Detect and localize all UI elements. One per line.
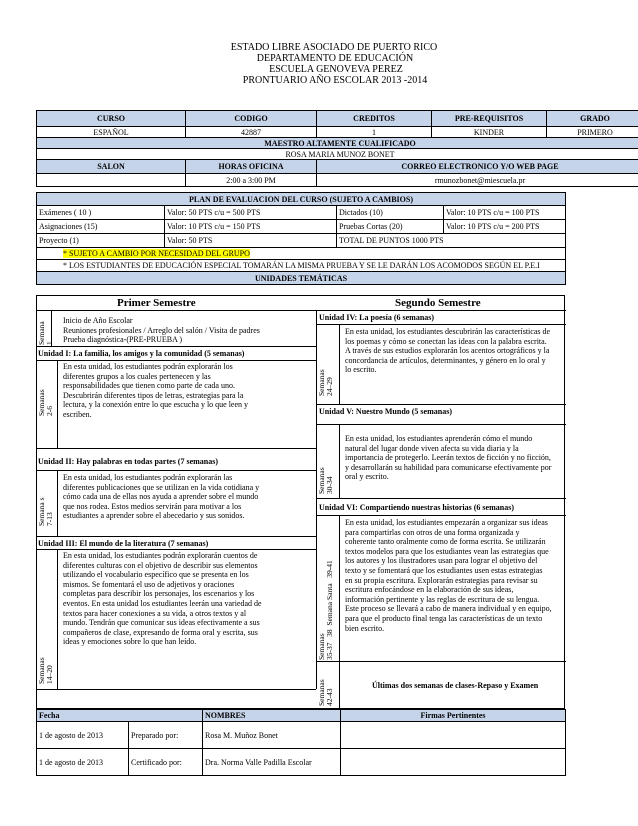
unit-4-title: Unidad IV: La poesía (6 semanas): [319, 313, 435, 322]
semester-2-title: Segundo Semestre: [395, 297, 481, 309]
eval-cell: Dictados (10): [337, 206, 444, 220]
firmas-header: Firmas Pertinentes: [341, 710, 566, 722]
header-line-3: ESCUELA GENOVEVA PEREZ: [269, 64, 403, 75]
eval-cell: Asignaciones (15): [37, 220, 165, 234]
week-label: Semana 1: [37, 321, 54, 345]
salon-label: SALON: [37, 160, 186, 174]
sign-role: Preparado por:: [129, 722, 203, 749]
col-header-creditos: CREDITOS: [317, 111, 432, 127]
unit-5-text: En esta unidad, los estudiantes aprenderán cómo el mundo natural del lugar donde viven afecta su vida diaria y la importancia de protegerlo. Leerán textos de ficción y no ficción, y desarrollarán su habilidad para comunicarse efectivamente por oral y escrito.: [345, 434, 552, 482]
signature-field[interactable]: [341, 722, 566, 749]
week-label: Semana s 7-13: [37, 497, 54, 526]
week-label: Semanas 24–29: [317, 369, 334, 396]
unit-1-text: En esta unidad, los estudiantes podrán explorarán los diferentes grupos a los cuales pertenecen y las responsabilidades que tienen como parte de cada uno. Descubrirán diferentes tipos de letras, estrategias para la lectura, y la conexión entre lo que escucha y lo que leen y escriben.: [63, 362, 249, 419]
correo-value: rmunozbonet@miescuela.pr: [317, 174, 638, 187]
unit-7-text: Últimas dos semanas de clases-Repaso y Examen: [372, 681, 539, 690]
eval-cell: Exámenes ( 10 ): [37, 206, 165, 220]
course-info-table: [36, 110, 638, 187]
codigo-value: 42887: [186, 127, 317, 138]
unit-1-title: Unidad I: La familia, los amigos y la comunidad (5 semanas): [38, 349, 245, 358]
eval-cell: Valor: 50 PTS: [165, 234, 337, 248]
fecha-header: Fecha: [37, 710, 203, 722]
units-grid: [36, 295, 565, 709]
col-header-grado: GRADO: [547, 111, 638, 127]
nombres-header: NOMBRES: [203, 710, 341, 722]
prerequisitos-value: KINDER: [432, 127, 547, 138]
sign-name: Rosa M. Muñoz Bonet: [203, 722, 341, 749]
header-line-4: PRONTUARIO AÑO ESCOLAR 2013 -2014: [242, 75, 428, 86]
unit-0-text: Inicio de Año Escolar Reuniones profesionales / Arreglo del salón / Visita de padres Prueba diagnóstica-(PRE-PRUEBA ): [63, 316, 260, 345]
unit-4-text: En esta unidad, los estudiantes descubrirán las características de los poemas y cómo se conectan las ideas con la palabra escrita. A través de sus estudios explorarán los acentos ortográficos y la concordancia de artículos, determinantes, y género en lo oral y lo escrito.: [345, 327, 551, 375]
teacher-name: ROSA MARIA MUNOZ BONET: [37, 149, 638, 160]
unit-6-title: Unidad VI: Compartiendo nuestras historias (6 semanas): [319, 503, 514, 512]
header-line-1: ESTADO LIBRE ASOCIADO DE PUERTO RICO: [230, 42, 438, 53]
unit-6-text: En esta unidad, los estudiantes empezarán a organizar sus ideas para compartirlas con otros de una forma organizada y coherente tanto oralmente como de forma escrita. Se utilizarán textos modelos para que los estudiantes vean las estrategias que los autores y los ilustradores usan para lograr el objetivo del texto y se fomentará que los estudiantes usen estas estrategias en su propia escritura. Explorarán estrategias para revisar su escritura enfocándose en la elaboración de sus ideas, información pertinente y las reglas de escritura de su lengua. Este proceso se llevará a cabo de manera individual y en equipo, para que el producto final tenga las características de un texto bien escrito.: [345, 518, 552, 633]
evaluation-table: [36, 192, 566, 285]
grado-value: PRIMERO: [547, 127, 638, 138]
document-header: [0, 42, 638, 86]
eval-cell: Valor: 50 PTS c/u = 500 PTS: [165, 206, 337, 220]
units-title: UNIDADES TEMÁTICAS: [37, 272, 566, 285]
semester-1-title: Primer Semestre: [117, 297, 196, 309]
week-label: Semanas 2-6: [37, 389, 54, 416]
eval-cell: Valor: 10 PTS c/u = 150 PTS: [165, 220, 337, 234]
sign-date: 1 de agosto de 2013: [37, 749, 129, 776]
signatures-table: [36, 709, 566, 776]
correo-label: CORREO ELECTRONICO Y/O WEB PAGE: [317, 160, 638, 174]
week-label: Semanas 42-43: [317, 679, 334, 706]
curso-value: ESPAÑOL: [37, 127, 186, 138]
col-header-curso: CURSO: [37, 111, 186, 127]
week-label: Semanas 35-37 38 Semana Santa 39-41: [317, 560, 334, 660]
unit-2-text: En esta unidad, los estudiantes podrán explorarán las diferentes publicaciones que se utilizan en la vida cotidiana y cómo cada una de ellas nos ayuda a aprender sobre el mundo que nos rodea. Estos medios servirán para motivar a los estudiantes a aprender sobre el abecedario y sus sonidos.: [63, 473, 260, 521]
unit-3-title: Unidad III: El mundo de la literatura (7 semanas): [38, 539, 209, 548]
evaluation-title: PLAN DE EVALUACION DEL CURSO (SUJETO A CAMBIOS): [37, 193, 566, 206]
creditos-value: 1: [317, 127, 432, 138]
teacher-title: MAESTRO ALTAMENTE CUALIFICADO: [37, 138, 638, 149]
sign-role: Certificado por:: [129, 749, 203, 776]
note-subject-to-change: * SUJETO A CAMBIO POR NECESIDAD DEL GRUPO: [37, 248, 566, 260]
week-label: Semanas 14–20: [37, 657, 54, 684]
eval-total: TOTAL DE PUNTOS 1000 PTS: [337, 234, 566, 248]
sign-name: Dra. Norma Valle Padilla Escolar: [203, 749, 341, 776]
eval-cell: Proyecto (1): [37, 234, 165, 248]
signature-field[interactable]: [341, 749, 566, 776]
unit-5-title: Unidad V: Nuestro Mundo (5 semanas): [319, 407, 452, 416]
unit-3-text: En esta unidad, los estudiantes podrán explorarán cuentos de diferentes culturas con el objetivo de describir sus elementos utilizando el vocabulario específico que se presenta en los mismos. Se fomentará el uso de adjetivos y oraciones completas para describir los personajes, los escenarios y los eventos. En esta unidad los estudiantes leerán una variedad de textos para hacer conexiones a su vida, a otros textos y al mundo. Tendrán que comunicar sus ideas efectivamente a sus compañeros de clase, expresando de forma oral y escrita, sus ideas y emociones sobre lo que han leído.: [63, 551, 262, 647]
eval-cell: Valor: 10 PTS c/u = 200 PTS: [444, 220, 566, 234]
week-label: Semanas 30-34: [317, 467, 334, 494]
note-special-education: * LOS ESTUDIANTES DE EDUCACIÓN ESPECIAL TOMARÁN LA MISMA PRUEBA Y SE LE DARÁN LOS ACOMODOS SEGÚN EL P.E.I: [37, 260, 566, 272]
salon-value: [37, 174, 186, 187]
col-header-prerequisitos: PRE-REQUISITOS: [432, 111, 547, 127]
eval-cell: Pruebas Cortas (20): [337, 220, 444, 234]
horas-value: 2:00 a 3:00 PM: [186, 174, 317, 187]
header-line-2: DEPARTAMENTO DE EDUCACIÓN: [256, 53, 414, 64]
sign-date: 1 de agosto de 2013: [37, 722, 129, 749]
eval-cell: Valor: 10 PTS c/u = 100 PTS: [444, 206, 566, 220]
unit-2-title: Unidad II: Hay palabras en todas partes (7 semanas): [38, 457, 219, 466]
col-header-codigo: CODIGO: [186, 111, 317, 127]
horas-label: HORAS OFICINA: [186, 160, 317, 174]
